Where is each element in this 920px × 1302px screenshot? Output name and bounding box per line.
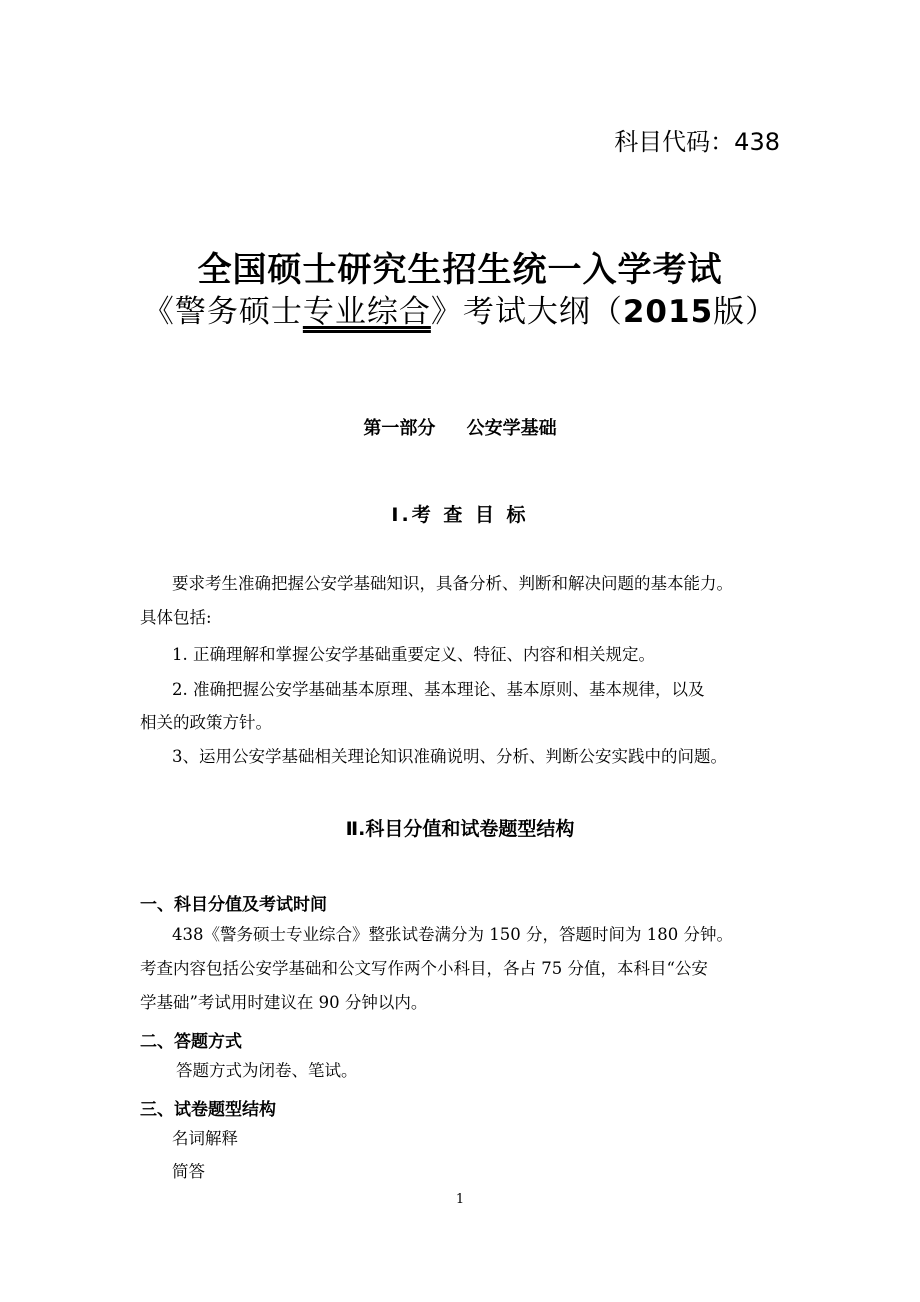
document-title: 全国硕士研究生招生统一入学考试 bbox=[197, 250, 723, 290]
subtitle-prefix: 《警务硕士 bbox=[142, 294, 303, 330]
subtitle-suffix: 版） bbox=[713, 294, 778, 330]
paragraph: 答题方式为闭卷、笔试。 bbox=[176, 1061, 358, 1080]
paragraph: 438《警务硕士专业综合》整张试卷满分为 150 分，答题时间为 180 分钟。 bbox=[172, 925, 733, 944]
list-item: 2. 准确把握公安学基础基本原理、基本理论、基本原则、基本规律，以及 bbox=[172, 680, 705, 699]
paragraph: 具体包括: bbox=[140, 608, 212, 627]
subtitle-year: 2015 bbox=[622, 294, 714, 330]
subheading-score-time: 一、科目分值及考试时间 bbox=[140, 895, 327, 915]
subheading-answer-method: 二、答题方式 bbox=[140, 1032, 242, 1052]
part-heading: 第一部分 公安学基础 bbox=[363, 418, 557, 439]
subtitle-mid: 》考试大纲（ bbox=[430, 294, 623, 330]
list-item: 简答 bbox=[172, 1162, 205, 1181]
subject-code: 科目代码：438 bbox=[614, 128, 780, 156]
list-item-continuation: 相关的政策方针。 bbox=[140, 713, 272, 732]
paragraph: 要求考生准确把握公安学基础知识，具备分析、判断和解决问题的基本能力。 bbox=[172, 574, 733, 593]
list-item: 1. 正确理解和掌握公安学基础重要定义、特征、内容和相关规定。 bbox=[172, 645, 655, 664]
section-heading-structure: Ⅱ.科目分值和试卷题型结构 bbox=[345, 818, 575, 840]
section-heading-objectives: Ⅰ.考 查 目 标 bbox=[391, 504, 529, 526]
paragraph: 学基础”考试用时建议在 90 分钟以内。 bbox=[140, 993, 428, 1012]
list-item: 3、运用公安学基础相关理论知识准确说明、分析、判断公安实践中的问题。 bbox=[172, 747, 727, 766]
paragraph: 考查内容包括公安学基础和公文写作两个小科目，各占 75 分值，本科目“公安 bbox=[140, 959, 708, 978]
subtitle-underlined: 专业综合 bbox=[302, 294, 431, 330]
page-number: 1 bbox=[455, 1192, 465, 1207]
list-item: 名词解释 bbox=[172, 1129, 238, 1148]
subheading-question-types: 三、试卷题型结构 bbox=[140, 1100, 276, 1120]
document-subtitle bbox=[0, 286, 920, 331]
